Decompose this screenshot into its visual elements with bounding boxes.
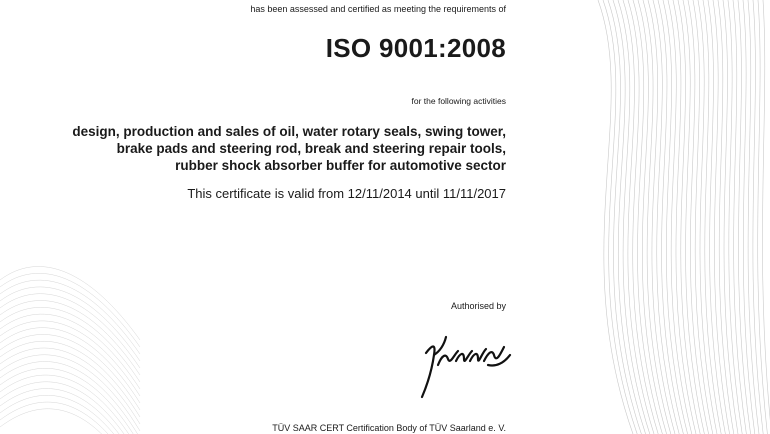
guilloche-line <box>0 328 140 403</box>
guilloche-line <box>703 0 721 434</box>
guilloche-line <box>0 280 140 354</box>
standard-title: ISO 9001:2008 <box>325 33 506 63</box>
guilloche-line <box>0 321 140 396</box>
guilloche-line <box>653 0 679 434</box>
guilloche-line <box>698 0 717 434</box>
guilloche-line <box>0 294 140 368</box>
guilloche-line <box>678 0 700 434</box>
guilloche-line <box>648 0 675 434</box>
signature <box>418 325 513 400</box>
activity-line: brake pads and steering rod, break and steering repair tools, <box>116 141 506 156</box>
activities-list <box>72 123 506 174</box>
guilloche-line <box>0 375 140 434</box>
guilloche-line <box>728 0 742 434</box>
intro-text: has been assessed and certified as meeting the requirements of <box>250 4 506 14</box>
guilloche-line <box>0 307 140 382</box>
guilloche-line <box>0 287 140 361</box>
certification-body-footer: TÜV SAAR CERT Certification Body of TÜV Saarland e. V. <box>272 423 506 433</box>
guilloche-line <box>0 267 140 341</box>
activity-line: design, production and sales of oil, water rotary seals, swing tower, <box>72 124 506 139</box>
guilloche-line <box>598 0 633 434</box>
activity-line: rubber shock absorber buffer for automotive sector <box>175 158 506 173</box>
guilloche-line <box>0 348 140 424</box>
guilloche-line <box>0 334 140 410</box>
guilloche-line <box>673 0 696 434</box>
guilloche-line <box>733 0 746 434</box>
guilloche-line <box>0 362 140 434</box>
guilloche-line <box>738 0 751 434</box>
guilloche-line <box>0 301 140 375</box>
guilloche-line <box>0 409 140 434</box>
activities-lead: for the following activities <box>411 96 506 106</box>
guilloche-line <box>0 273 140 347</box>
guilloche-line <box>0 314 140 389</box>
guilloche-line <box>762 0 770 434</box>
guilloche-line <box>683 0 704 434</box>
guilloche-line <box>0 341 140 417</box>
authorised-by-label: Authorised by <box>450 301 506 311</box>
validity-statement: This certificate is valid from 12/11/2014 until 11/11/2017 <box>187 186 506 201</box>
guilloche-line <box>0 368 140 434</box>
